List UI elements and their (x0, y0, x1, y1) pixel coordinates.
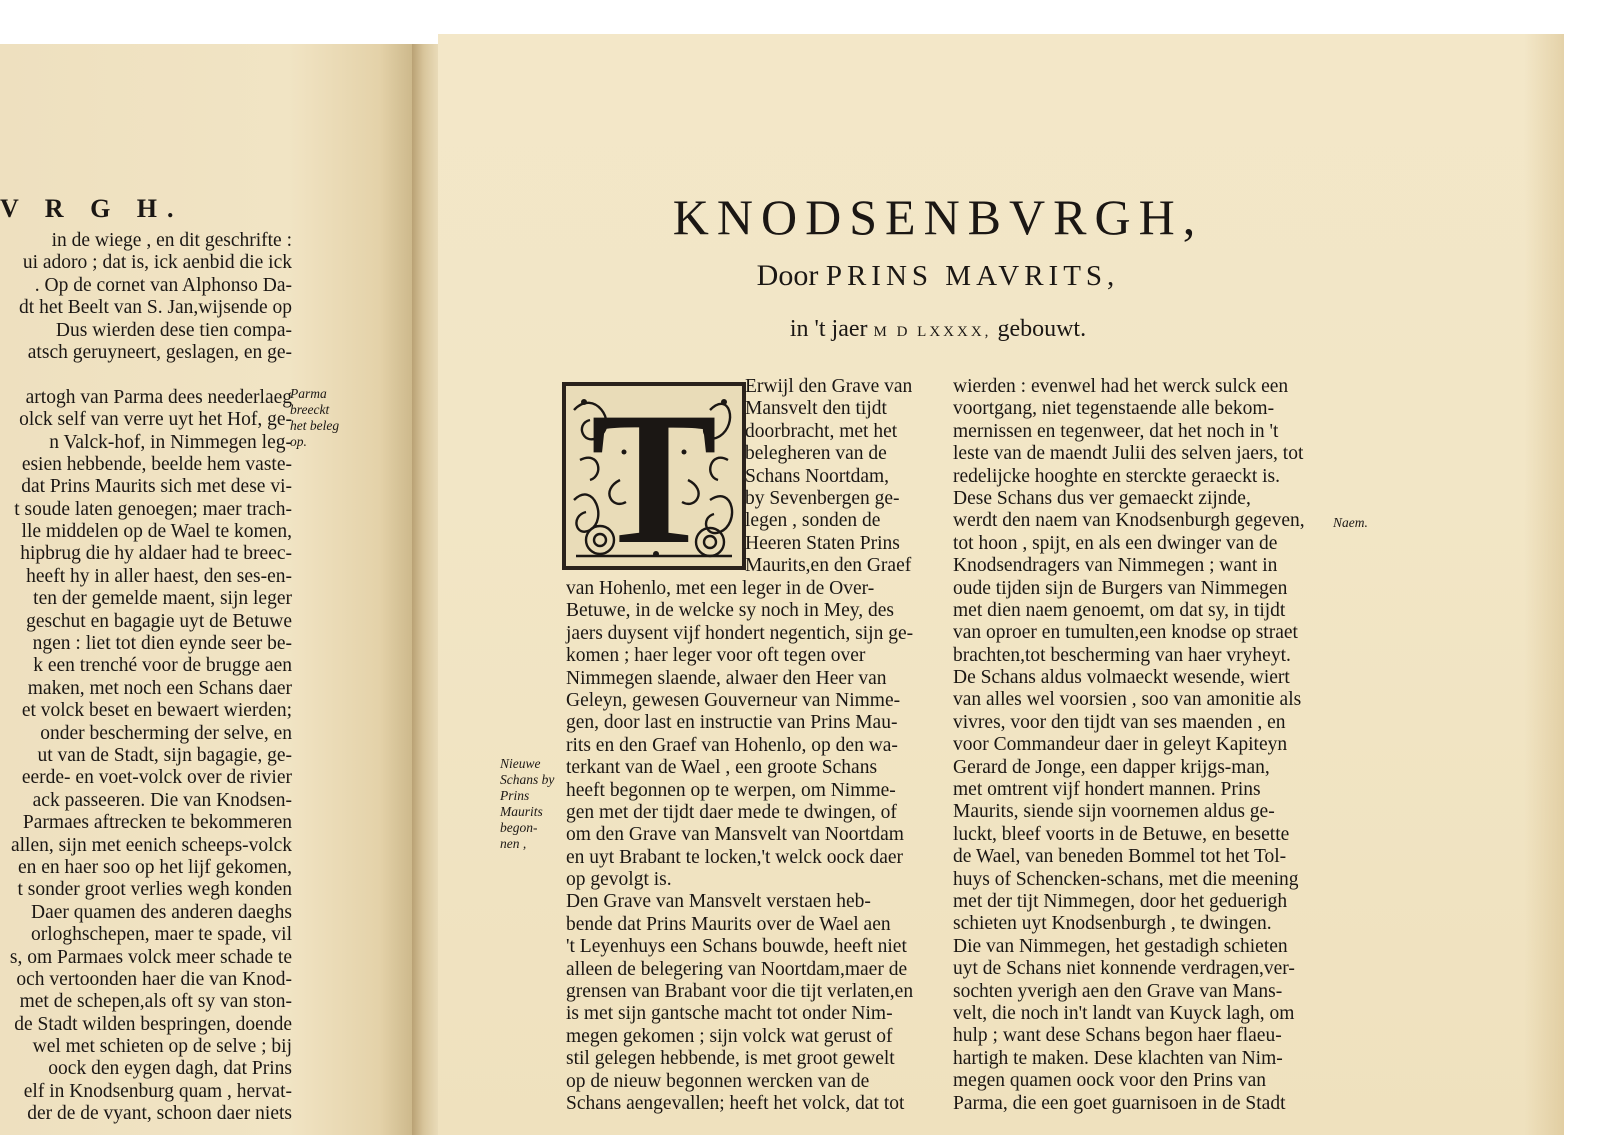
text-line: n Valck-hof, in Nimmegen leg- (49, 431, 292, 453)
text-line: eerde- en voet-volck over de rivier (21, 767, 292, 789)
text-line: by Sevenbergen ge- (745, 487, 900, 509)
text-line: van alles wel voorsien , soo van amonitie als (953, 689, 1302, 711)
text-line: megen quamen oock voor den Prins van (953, 1070, 1267, 1092)
text-line: brachten,tot bescherming van haer vryheyt. (953, 644, 1291, 666)
text-line: belegheren van de (745, 443, 887, 465)
text-line: wierden : evenwel had het werck sulck een (953, 376, 1289, 397)
text-line: Parma, die een goet guarnisoen in de Stadt (953, 1092, 1286, 1114)
text-line: . Op de cornet van Alphonso Da- (34, 274, 292, 296)
text-line: vivres, voor den tijdt van ses maenden , en (953, 711, 1286, 733)
text-line: Nimmegen slaende, alwaer den Heer van (566, 667, 887, 689)
column-a-text (566, 578, 913, 1115)
text-line (10, 364, 292, 386)
right-margin-note-nieuwe-schans (500, 756, 554, 852)
text-line: 't Leyenhuys een Schans bouwde, heeft niet (566, 936, 907, 958)
left-page-lines (10, 230, 292, 1126)
margin-note-line: het beleg (290, 418, 340, 433)
text-line: t soude laten genoegen; maer trach- (14, 498, 292, 520)
text-line: ut van de Stadt, sijn bagagie, ge- (37, 744, 292, 766)
text-line: doorbracht, met het (745, 420, 898, 442)
ornamental-drop-cap (560, 374, 748, 584)
left-page-heading: V R G H. (0, 194, 184, 223)
text-line: velt, die noch in't landt van Kuyck lagh, om (953, 1002, 1295, 1024)
text-line: hulp ; want dese Schans begon haer flaeu- (953, 1025, 1282, 1047)
text-line: voor Commandeur daer in geleyt Kapiteyn (953, 734, 1288, 756)
text-line: megen gekomen ; sijn volck wat gerust of (566, 1025, 893, 1047)
text-line: en uyt Brabant te locken,'t welck oock daer (566, 846, 904, 868)
text-line: ten der gemelde maent, sijn leger (33, 588, 292, 610)
text-line: met der tijt Nimmegen, door het geduerigh (953, 890, 1288, 912)
text-line: lle middelen op de Wael te komen, (21, 521, 292, 543)
text-line: van Hohenlo, met een leger in de Over- (566, 578, 875, 599)
text-line: Schans aengevallen; heeft het volck, dat tot (566, 1092, 905, 1114)
text-line: gen, door last en instructie van Prins Mau- (566, 712, 898, 734)
text-line: met de schepen,als oft sy van ston- (19, 991, 292, 1013)
text-line: van oproer en tumulten,een knodse op straet (953, 622, 1298, 644)
page-date-line (558, 316, 1318, 343)
text-line: Dese Schans dus ver gemaeckt zijnde, (953, 487, 1251, 509)
text-line: op de nieuw begonnen wercken van de (566, 1070, 870, 1092)
date-numeral: M D LXXXX, (873, 324, 992, 340)
text-line: Maurits, siende sijn voornemen aldus ge- (953, 801, 1275, 823)
text-line: Geleyn, gewesen Gouverneur van Nimme- (566, 689, 901, 711)
text-line: dt het Beelt van S. Jan,wijsende op (19, 297, 292, 319)
text-line: oude tijden sijn de Burgers van Nimmegen (953, 577, 1288, 599)
subtitle-name: PRINS MAVRITS, (825, 260, 1120, 292)
margin-note-line: Schans by (500, 772, 555, 787)
text-line: et volck beset en bewaert wierden; (21, 700, 292, 722)
text-line: Parmaes aftrecken te bekommeren (22, 812, 292, 834)
column-b-text (953, 376, 1305, 1115)
column-a-beside-drop-cap (745, 376, 912, 578)
text-line: terkant van de Wael , een groote Schans (566, 757, 878, 779)
text-line: elf in Knodsenburg quam , hervat- (23, 1080, 292, 1102)
margin-note-line: Parma (290, 386, 327, 401)
text-line: Gerard de Jonge, een dapper krijgs-man, (953, 756, 1270, 778)
drop-cap-letter: T (590, 374, 718, 584)
text-line: Maurits,en den Graef (745, 555, 912, 577)
text-line: Erwijl den Grave van (745, 376, 913, 397)
left-margin-note-parma (290, 386, 339, 450)
left-page (0, 44, 412, 1135)
text-line: t sonder groot verlies wegh konden (17, 879, 292, 901)
text-line: hartigh te maken. Dese klachten van Nim- (953, 1047, 1283, 1069)
text-line: Dus wierden dese tien compa- (55, 319, 292, 341)
text-line: en en haer soo op het lijf gekomen, (18, 856, 292, 878)
text-line: de Stadt wilden bespringen, doende (14, 1013, 292, 1035)
text-line: voortgang, niet tegenstaende alle bekom- (953, 398, 1275, 420)
text-line: bende dat Prins Maurits over de Wael aen (566, 913, 891, 935)
margin-note-line: Maurits (500, 804, 543, 819)
text-line: ui adoro ; dat is, ick aenbid die ick (22, 252, 292, 274)
text-line: leste van de maendt Julii des selven jaers, tot (953, 443, 1304, 465)
text-line: wel met schieten op de selve ; bij (32, 1036, 292, 1058)
text-line: Knodsendragers van Nimmegen ; want in (953, 555, 1278, 577)
book-gutter (412, 44, 438, 1135)
text-line: luckt, bleef voorts in de Betuwe, en besette (953, 823, 1290, 845)
right-page (438, 34, 1564, 1135)
margin-note-line: begon- (500, 820, 538, 835)
margin-note-line: breeckt (290, 402, 330, 417)
text-line: Den Grave van Mansvelt verstaen heb- (566, 891, 871, 913)
text-line: de Wael, van beneden Bommel tot het Tol- (953, 846, 1287, 868)
text-line: met dien naem genoemt, om dat sy, in tijdt (953, 599, 1286, 621)
page-title: KNODSENBVRGH, (672, 189, 1204, 245)
text-line: schieten uyt Knodsenburgh , te dwingen. (953, 913, 1272, 935)
margin-note-line: Prins (500, 788, 530, 803)
text-line: huys of Schencken-schans, met die meening (953, 868, 1299, 890)
text-line: ngen : liet tot dien eynde seer be- (32, 633, 292, 655)
text-line: mernissen en tegenweer, dat het noch in 't (953, 420, 1279, 442)
column-b-lines (953, 376, 1305, 1115)
text-line: komen ; haer leger voor oft tegen over (566, 645, 866, 667)
text-line: jaers duysent vijf hondert negentich, sijn ge- (566, 622, 914, 644)
text-line: is met sijn gantsche macht tot onder Nim- (566, 1003, 893, 1025)
text-line: De Schans aldus volmaeckt wesende, wiert (953, 667, 1290, 689)
text-line: onder bescherming der selve, en (40, 722, 292, 744)
column-a-cap-lines (745, 376, 912, 578)
page-subtitle (558, 259, 1318, 293)
margin-note-line: nen , (500, 836, 527, 851)
text-line: atsch geruyneert, geslagen, en ge- (27, 341, 292, 363)
left-page-text-column (0, 230, 292, 1135)
date-suffix: gebouwt. (997, 316, 1087, 342)
text-line: tot hoon , spijt, en als een dwinger van de (953, 532, 1278, 554)
text-line: ack passeeren. Die van Knodsen- (32, 789, 292, 811)
text-line: werdt den naem van Knodsenburgh gegeven, (953, 510, 1305, 532)
text-line: artogh van Parma dees neederlaeg (25, 386, 292, 408)
text-line: allen, sijn met eenich scheeps-volck (10, 834, 292, 856)
text-line: oock den eygen dagh, dat Prins (48, 1058, 292, 1080)
text-line: heeft hy in aller haest, den ses-en- (26, 565, 292, 587)
text-line: Daer quamen des anderen daeghs (31, 901, 292, 923)
text-line: in de wiege , en dit geschrifte : (51, 230, 292, 251)
text-line: op gevolgt is. (566, 869, 672, 891)
text-line: der de de vyant, schoon daer niets (27, 1103, 292, 1125)
text-line: Die van Nimmegen, het gestadigh schieten (953, 935, 1288, 957)
text-line: maken, met noch een Schans daer (27, 677, 292, 699)
text-line: sochten yverigh aen den Grave van Mans- (953, 980, 1283, 1002)
date-prefix: in 't jaer (789, 316, 868, 342)
text-line: dat Prins Maurits sich met dese vi- (21, 476, 292, 498)
text-line: stil gelegen hebbende, is met groot gewelt (566, 1048, 895, 1070)
column-a-lines (566, 578, 913, 1115)
text-line: hipbrug die hy aldaer had te breec- (20, 543, 292, 565)
text-line: Betuwe, in de welcke sy noch in Mey, des (566, 600, 894, 622)
text-line: om den Grave van Mansvelt van Noortdam (566, 824, 904, 846)
text-line: Mansvelt den tijdt (745, 398, 887, 420)
text-line: rits en den Graef van Hohenlo, op den wa- (566, 734, 898, 756)
text-line: alleen de belegering van Noortdam,maer de (566, 958, 908, 980)
text-line: esien hebbende, beelde hem vaste- (21, 453, 292, 475)
subtitle-prefix: Door (756, 259, 819, 292)
text-line: orloghschepen, maer te spade, vil (31, 924, 292, 946)
text-line: Schans Noortdam, (745, 465, 890, 487)
text-line: k een trenché voor de brugge aen (33, 655, 292, 677)
text-line: s, om Parmaes volck meer schade te (9, 946, 292, 968)
text-line: Heeren Staten Prins (745, 532, 900, 554)
text-line: heeft begonnen op te werpen, om Nimme- (566, 779, 896, 801)
text-line: olck self van verre uyt het Hof, ge- (19, 409, 292, 431)
text-line: uyt de Schans niet konnende verdragen,ver- (953, 958, 1295, 980)
text-line: legen , sonden de (745, 510, 881, 532)
text-line: gen met der tijdt daer mede te dwingen, of (566, 801, 897, 823)
text-line: geschut en bagagie uyt de Betuwe (26, 610, 292, 632)
margin-note-line: Nieuwe (500, 756, 541, 771)
text-line: met omtrent vijf hondert mannen. Prins (953, 779, 1261, 801)
text-line: grensen van Brabant voor die tijt verlaten,en (566, 981, 914, 1003)
margin-note-line: op. (290, 434, 307, 449)
right-margin-note-naem: Naem. (1333, 515, 1368, 530)
text-line: och vertoonden haer die van Knod- (16, 968, 292, 990)
text-line: redelijcke hooghte en sterckte geraeckt is. (953, 465, 1281, 487)
